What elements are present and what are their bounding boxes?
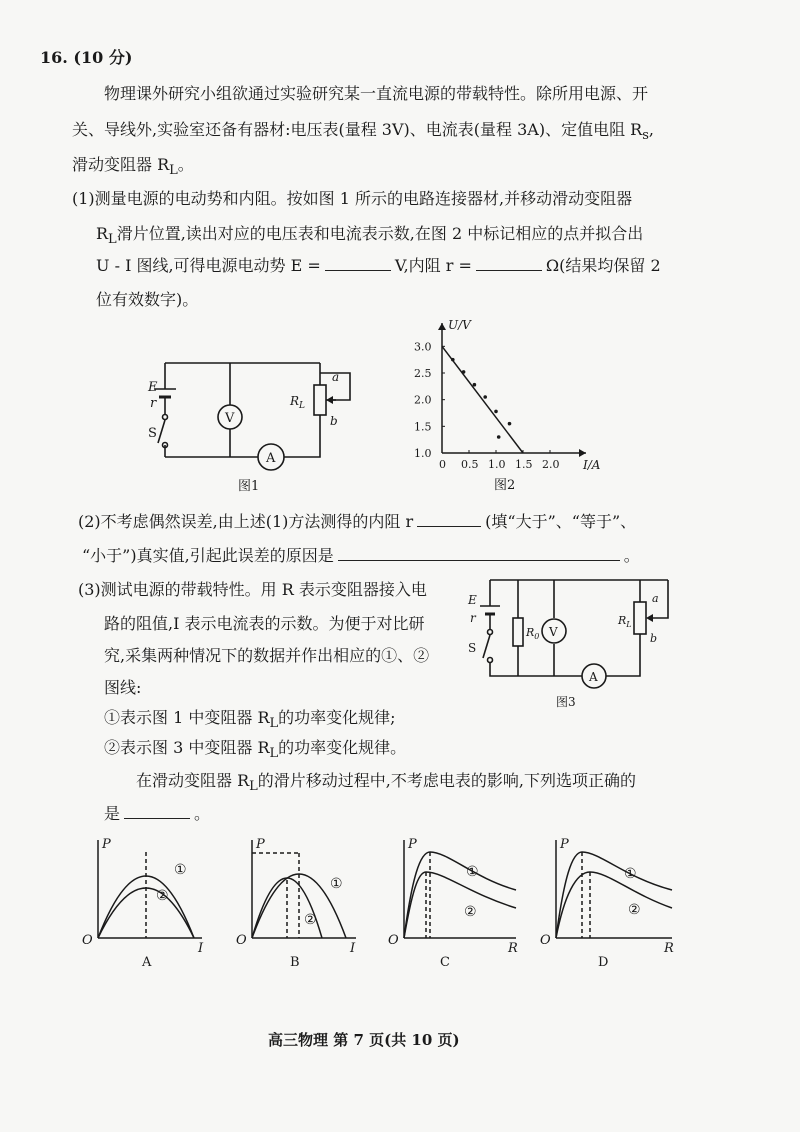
curve-2 [404, 872, 516, 938]
battery-3-e-label: E [468, 593, 477, 607]
terminal-a: a [332, 370, 340, 384]
intro-line-1: 物理课外研究小组欲通过实验研究某一直流电源的带载特性。除所用电源、开 [104, 84, 649, 103]
curve-2-label: ② [628, 902, 641, 918]
r-axis-label: R [664, 941, 674, 956]
option-d-label: D [598, 955, 609, 970]
emf-answer-blank[interactable] [325, 270, 391, 271]
curve-2-label: ② [464, 904, 477, 920]
x-axis-arrow [579, 449, 586, 457]
part3-line-3: 究,采集两种情况下的数据并作出相应的①、② [104, 646, 430, 665]
switch-label: S [148, 426, 157, 441]
part3-line-6: ②表示图 3 中变阻器 $R_L$的功率变化规律。 [104, 738, 407, 762]
x-tick-label: 0 [439, 458, 446, 471]
part2-blank-1[interactable] [417, 526, 481, 527]
figure-3-circuit [460, 572, 700, 712]
p-axis-label: P [102, 837, 111, 852]
option-c-label: C [440, 955, 450, 970]
part3-line-5: ①表示图 1 中变阻器 $R_L$的功率变化规律; [104, 708, 396, 732]
rl-3-label: $R_L$ [618, 614, 632, 629]
part2-blank-2[interactable] [338, 560, 620, 561]
part1-line-2: $R_L$滑片位置,读出对应的电压表和电流表示数,在图 2 中标记相应的点并拟合出 [96, 224, 644, 248]
origin: O [236, 933, 247, 948]
resistance-answer-blank[interactable] [476, 270, 542, 271]
part1-line-3: U - I 图线,可得电源电动势 E = V,内阻 r = Ω(结果均保留 2 [96, 256, 661, 275]
y-tick-label: 1.5 [414, 420, 432, 434]
data-point [462, 370, 466, 374]
question-number: 16. (10 分) [40, 48, 133, 67]
data-point [483, 395, 487, 399]
i-axis-label: I [198, 941, 204, 956]
x-tick-label: 2.0 [542, 458, 560, 471]
curve-2 [556, 872, 672, 938]
origin: O [388, 933, 399, 948]
curve-2-label: ② [304, 912, 317, 928]
option-c-graph [384, 838, 534, 978]
option-a-label: A [142, 955, 152, 970]
p-axis-label: P [256, 837, 265, 852]
option-b-graph [232, 838, 372, 978]
data-point [508, 422, 512, 426]
part3-line-8: 是 。 [104, 804, 211, 823]
y-axis-label: U/V [448, 318, 471, 332]
part1-line-1: (1)测量电源的电动势和内阻。按如图 1 所示的电路连接器材,并移动滑动变阻器 [72, 189, 633, 208]
r0-label: $R_0$ [526, 626, 540, 641]
battery-emf-label: E [148, 380, 158, 395]
curve-1-label: ① [466, 864, 479, 880]
terminal-3-b: b [650, 632, 658, 645]
origin: O [82, 933, 93, 948]
terminal-b: b [330, 414, 338, 428]
figure-2-chart [410, 315, 630, 495]
p-axis-label: P [560, 837, 569, 852]
x-tick-label: 1.0 [488, 458, 506, 471]
p-axis-label: P [408, 837, 417, 852]
figure-1-caption: 图1 [238, 479, 260, 494]
part2-line-2: “小于”)真实值,引起此误差的原因是 。 [82, 546, 640, 565]
curve-1-label: ① [174, 862, 187, 878]
y-axis-arrow [438, 323, 446, 330]
battery-r-label: r [150, 396, 157, 411]
x-tick-label: 0.5 [461, 458, 479, 471]
data-point [473, 383, 477, 387]
voltmeter-label: V [225, 411, 235, 426]
battery-3-r-label: r [470, 611, 476, 625]
rheostat-label: $R_L$ [290, 394, 306, 411]
figure-3-caption: 图3 [556, 695, 576, 709]
rheostat-rl [634, 602, 646, 634]
page-footer: 高三物理 第 7 页(共 10 页) [268, 1031, 460, 1049]
curve-1 [556, 852, 672, 938]
switch-3-label: S [468, 641, 477, 655]
y-tick-label: 2.0 [414, 393, 432, 407]
terminal-3-a: a [652, 592, 659, 605]
curve-1-label: ① [330, 876, 343, 892]
figure-1-circuit [130, 345, 390, 505]
part1-line-4: 位有效数字)。 [96, 290, 199, 309]
curve-2-label: ② [156, 888, 169, 904]
curve-1 [404, 852, 516, 938]
ammeter-label: A [266, 451, 276, 466]
x-tick-label: 1.5 [515, 458, 533, 471]
figure-2-caption: 图2 [494, 478, 516, 493]
ammeter-3-label: A [589, 670, 598, 684]
option-d-graph [536, 838, 686, 978]
fixed-resistor-r0 [513, 618, 523, 646]
data-point [451, 358, 455, 362]
intro-line-2: 关、导线外,实验室还备有器材:电压表(量程 3V)、电流表(量程 3A)、定值电阻 $R_s$, [72, 120, 654, 144]
y-tick-label: 2.5 [414, 367, 432, 380]
i-axis-label: I [350, 941, 356, 956]
part3-line-4: 图线: [104, 678, 142, 697]
part3-line-7: 在滑动变阻器 $R_L$的滑片移动过程中,不考虑电表的影响,下列选项正确的 [136, 771, 636, 795]
part3-answer-blank[interactable] [124, 818, 190, 819]
part3-line-1: (3)测试电源的带载特性。用 R 表示变阻器接入电 [78, 580, 427, 599]
curve-1 [98, 876, 194, 938]
origin: O [540, 933, 551, 948]
intro-line-3: 滑动变阻器 $R_L$。 [72, 155, 194, 179]
data-point [497, 435, 501, 439]
curve-1-label: ① [624, 866, 637, 882]
y-tick-label: 1.0 [414, 447, 432, 460]
part3-line-2: 路的阻值,I 表示电流表的示数。为便于对比研 [104, 614, 425, 633]
x-axis-label: I/A [583, 458, 601, 472]
y-tick-label: 3.0 [414, 340, 432, 354]
option-b-label: B [290, 955, 300, 970]
option-a-graph [78, 838, 218, 978]
r-axis-label: R [508, 941, 518, 956]
fit-line [442, 346, 523, 453]
voltmeter-3-label: V [549, 625, 558, 639]
data-point [494, 410, 498, 414]
part2-line-1: (2)不考虑偶然误差,由上述(1)方法测得的内阻 r (填“大于”、“等于”、 [78, 512, 637, 531]
